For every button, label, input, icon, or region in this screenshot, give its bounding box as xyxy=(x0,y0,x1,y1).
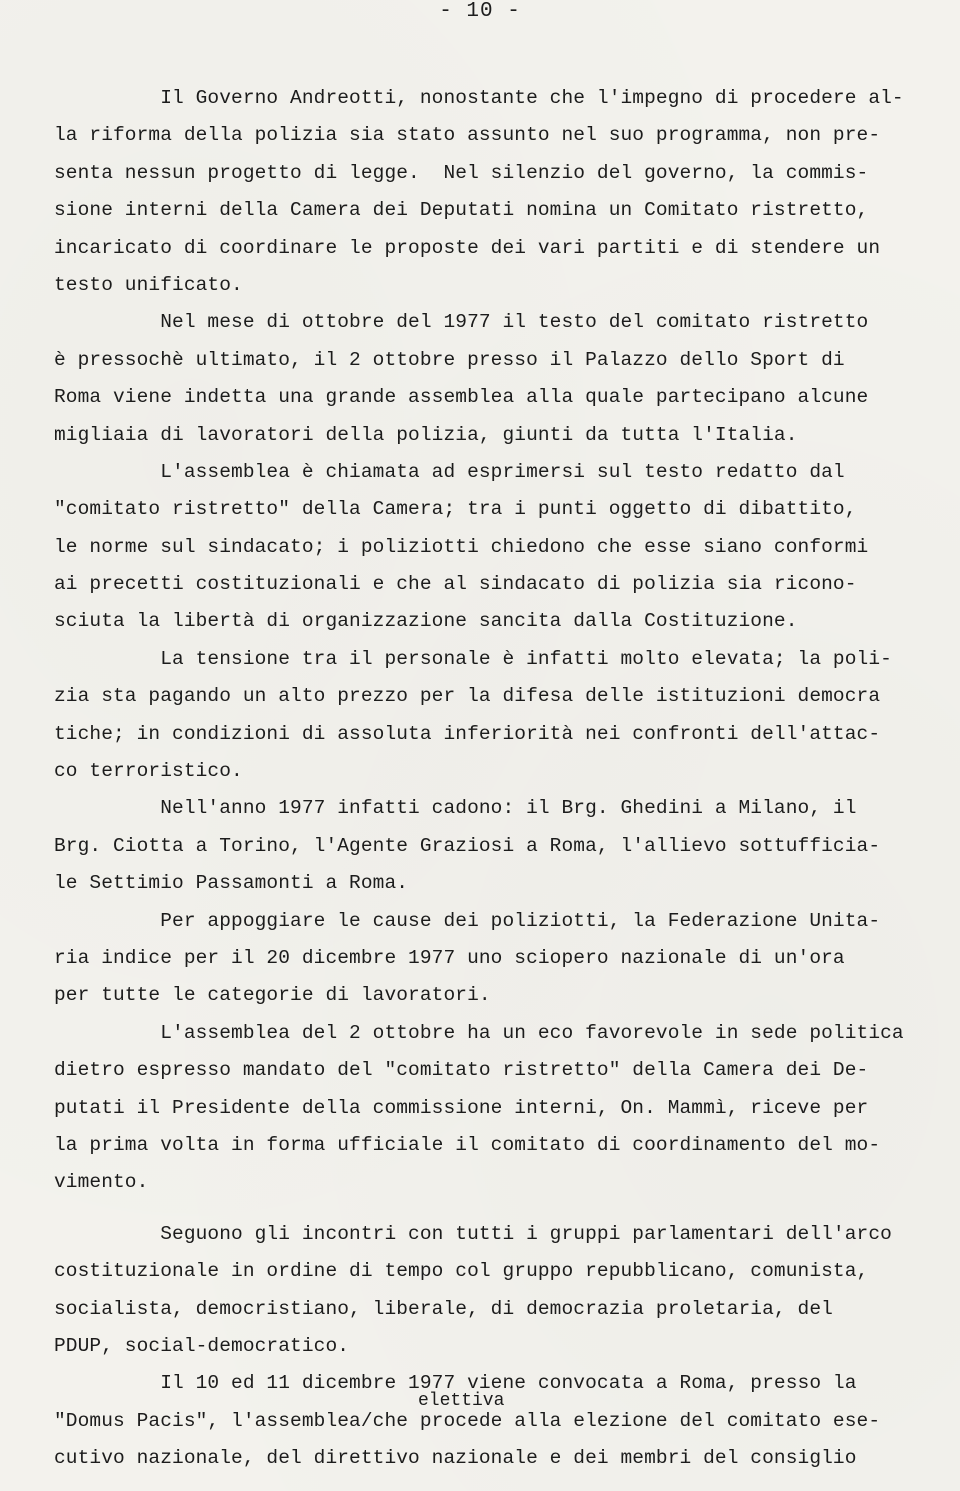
text-line: co terroristico. xyxy=(54,760,243,783)
text-line: L'assemblea del 2 ottobre ha un eco favorevole in sede politica xyxy=(54,1021,904,1044)
text-line: costituzionale in ordine di tempo col gruppo repubblicano, comunista, xyxy=(54,1260,869,1283)
text-line: Il 10 ed 11 dicembre 1977 viene convocata a Roma, presso la xyxy=(54,1372,857,1395)
text-line: cutivo nazionale, del direttivo nazionale e dei membri del consiglio xyxy=(54,1447,857,1470)
text-line: migliaia di lavoratori della polizia, giunti da tutta l'Italia. xyxy=(54,423,798,446)
text-line: ria indice per il 20 dicembre 1977 uno sciopero nazionale di un'ora xyxy=(54,946,845,969)
text-line: zia sta pagando un alto prezzo per la difesa delle istituzioni democra xyxy=(54,685,881,708)
page-number: - 10 - xyxy=(439,0,521,23)
text-line: la riforma della polizia sia stato assunto nel suo programma, non pre- xyxy=(54,124,881,147)
text-line: tiche; in condizioni di assoluta inferiorità nei confronti dell'attac- xyxy=(54,722,881,745)
text-line: L'assemblea è chiamata ad esprimersi sul testo redatto dal xyxy=(54,460,845,483)
text-line: Brg. Ciotta a Torino, l'Agente Graziosi a Roma, l'allievo sottufficia- xyxy=(54,834,881,857)
text-line: vimento. xyxy=(54,1171,149,1194)
text-line: sione interni della Camera dei Deputati nomina un Comitato ristretto, xyxy=(54,199,869,222)
text-line: dietro espresso mandato del "comitato ristretto" della Camera dei De- xyxy=(54,1059,869,1082)
text-line: incaricato di coordinare le proposte dei vari partiti e di stendere un xyxy=(54,236,881,259)
text-line xyxy=(54,1202,954,1216)
text-line: le Settimio Passamonti a Roma. xyxy=(54,872,409,895)
text-line: Per appoggiare le cause dei poliziotti, la Federazione Unita- xyxy=(54,909,881,932)
text-line: Roma viene indetta una grande assemblea alla quale partecipano alcune xyxy=(54,386,869,409)
handwritten-insertion: elettiva xyxy=(418,1391,505,1411)
text-line: la prima volta in forma ufficiale il comitato di coordinamento del mo- xyxy=(54,1133,881,1156)
text-line: Nell'anno 1977 infatti cadono: il Brg. Ghedini a Milano, il xyxy=(54,797,857,820)
text-line: Il Governo Andreotti, nonostante che l'impegno di procedere al- xyxy=(54,87,904,109)
text-line: Seguono gli incontri con tutti i gruppi parlamentari dell'arco xyxy=(54,1222,892,1245)
text-line: per tutte le categorie di lavoratori. xyxy=(54,984,491,1007)
text-line: le norme sul sindacato; i poliziotti chiedono che esse siano conformi xyxy=(54,535,869,558)
text-line: è pressochè ultimato, il 2 ottobre presso il Palazzo dello Sport di xyxy=(54,348,845,371)
text-line: PDUP, social-democratico. xyxy=(54,1334,350,1357)
text-line: sciuta la libertà di organizzazione sancita dalla Costituzione. xyxy=(54,610,798,633)
text-line: ai precetti costituzionali e che al sindacato di polizia sia ricono- xyxy=(54,573,857,596)
text-line: testo unificato. xyxy=(54,273,243,296)
text-line: putati il Presidente della commissione interni, On. Mammì, riceve per xyxy=(54,1096,869,1119)
text-line: senta nessun progetto di legge. Nel silenzio del governo, la commis- xyxy=(54,161,869,184)
text-line: "Domus Pacis", l'assemblea/che procede alla elezione del comitato ese- xyxy=(54,1409,881,1432)
text-line: "comitato ristretto" della Camera; tra i punti oggetto di dibattito, xyxy=(54,498,857,521)
text-line: Nel mese di ottobre del 1977 il testo del comitato ristretto xyxy=(54,311,869,334)
document-body xyxy=(54,80,954,1477)
text-line: socialista, democristiano, liberale, di democrazia proletaria, del xyxy=(54,1297,833,1320)
text-line: La tensione tra il personale è infatti molto elevata; la poli- xyxy=(54,647,892,670)
